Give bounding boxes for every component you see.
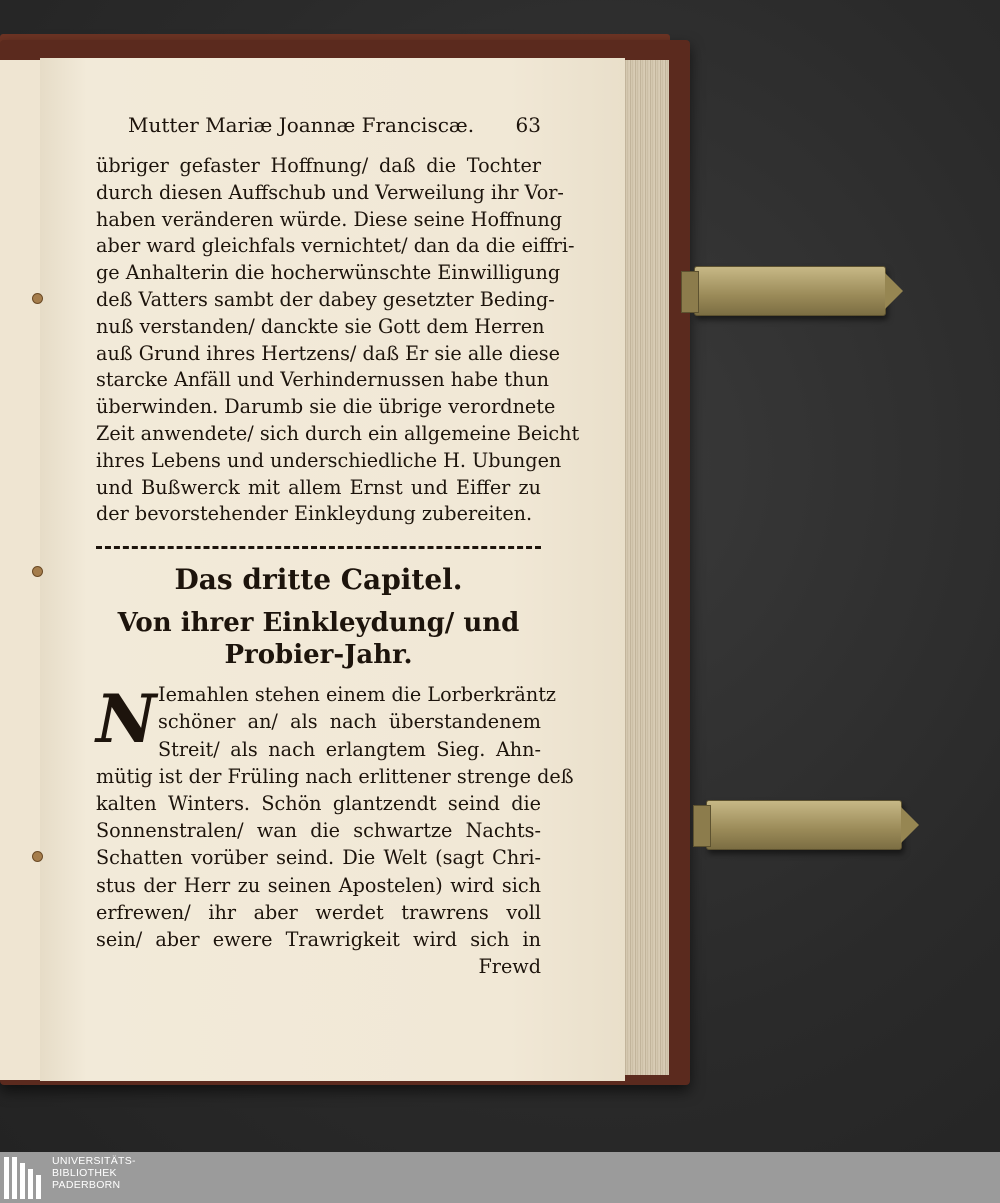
logo-line: UNIVERSITÄTS- [52,1155,136,1167]
text-line: der bevorstehender Einkleydung zubereiten. [96,502,533,526]
library-footer [0,1152,1000,1203]
binding-stitch [32,566,43,577]
text-line: stus der Herr zu seinen Apostelen) wird sich [96,873,541,897]
text-line: überwinden. Darumb sie die übrige verordnete [96,395,556,419]
text-line: ge Anhalterin die hocherwünschte Einwilligung [96,261,561,285]
binding-stitch [32,293,43,304]
library-logo-icon [4,1157,44,1199]
text-line: Schatten vorüber seind. Die Welt (sagt Chri- [96,846,541,870]
text-line: Sonnenstralen/ wan die schwartze Nachts- [96,819,541,843]
logo-line: BIBLIOTHEK [52,1167,117,1179]
brass-clasp-lower [706,800,902,850]
text-line: haben veränderen würde. Diese seine Hoffnung [96,207,563,231]
chapter-subtitle-line: Probier-Jahr. [224,640,413,671]
text-line: sein/ aber ewere Trawrigkeit wird sich in [96,927,541,951]
binding-stitch [32,851,43,862]
running-title: Mutter Mariæ Joannæ Franciscæ. [128,113,475,137]
text-line: erfrewen/ ihr aber werdet trawrens voll [96,900,541,924]
brass-clasp-upper [694,266,886,316]
page-number: 63 [515,113,541,137]
catchword: Frewd [478,955,541,979]
library-logo-text [52,1155,136,1191]
text-line: übriger gefaster Hoffnung/ daß die Tochter [96,154,541,177]
paragraph-2 [96,680,574,980]
paragraph-1 [96,153,580,528]
text-line: starcke Anfäll und Verhindernussen habe thun [96,368,550,392]
text-line: kalten Winters. Schön glantzendt seind die [96,791,541,815]
chapter-subtitle [96,607,541,671]
text-line: mütig ist der Früling nach erlittener strenge deß [96,764,574,788]
text-line: Iemahlen stehen einem die Lorberkräntz [158,683,557,707]
running-header [96,113,541,153]
logo-line: PADERBORN [52,1179,121,1191]
text-line: Streit/ als nach erlangtem Sieg. Ahn- [158,737,541,761]
page-text [96,113,580,980]
text-line: Zeit anwendete/ sich durch ein allgemeine Beicht [96,421,580,445]
text-line: durch diesen Auffschub und Verweilung ihr Vor- [96,180,564,204]
text-line: ihres Lebens und underschiedliche H. Ubungen [96,448,562,472]
section-divider [96,546,541,549]
chapter-subtitle-line: Von ihrer Einkleydung/ und [117,608,520,639]
text-line: auß Grund ihres Hertzens/ daß Er sie alle diese [96,341,560,365]
text-line: nuß verstanden/ danckte sie Gott dem Herren [96,314,545,338]
chapter-title: Das dritte Capitel. [174,563,463,597]
text-line: aber ward gleichfals vernichtet/ dan da die eiffri- [96,234,575,258]
text-line: und Bußwerck mit allem Ernst und Eiffer zu [96,475,541,499]
text-line: schöner an/ als nach überstandenem [158,710,541,734]
drop-cap: N [96,680,157,759]
text-line: deß Vatters sambt der dabey gesetzter Beding- [96,287,555,311]
page-edges [620,60,669,1075]
